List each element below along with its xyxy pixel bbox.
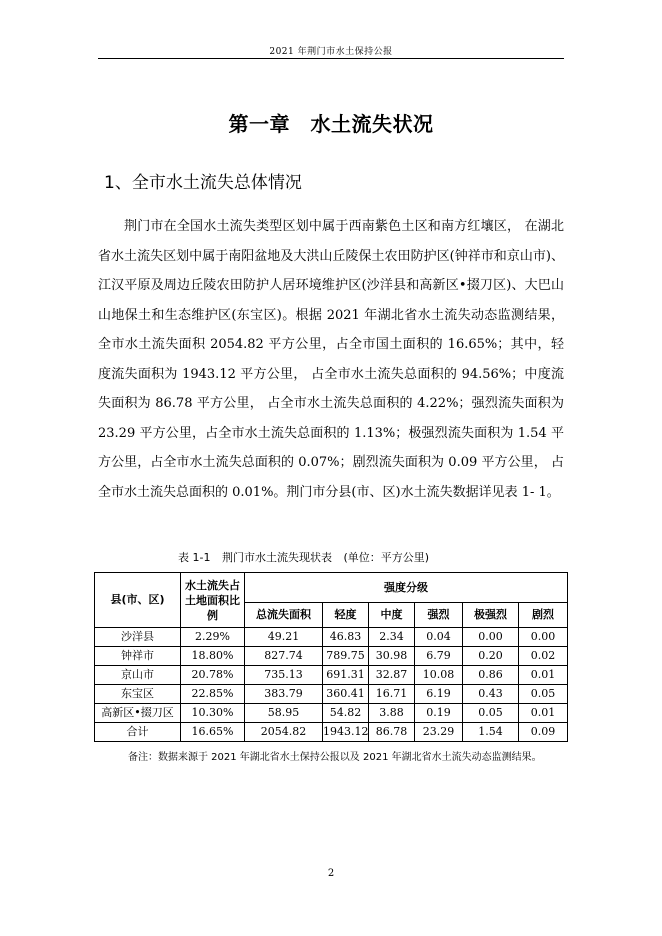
cell-ratio: 20.78% bbox=[181, 666, 245, 685]
cell-intense: 0.19 bbox=[415, 704, 463, 723]
cell-severe: 0.05 bbox=[519, 685, 568, 704]
cell-light: 46.83 bbox=[323, 628, 369, 647]
header-divider bbox=[98, 58, 564, 59]
cell-ratio: 10.30% bbox=[181, 704, 245, 723]
cell-intense: 23.29 bbox=[415, 723, 463, 742]
cell-county: 京山市 bbox=[95, 666, 181, 685]
cell-ratio: 2.29% bbox=[181, 628, 245, 647]
cell-total: 2054.82 bbox=[245, 723, 323, 742]
cell-moderate: 32.87 bbox=[369, 666, 415, 685]
table-caption-number: 表 1-1 bbox=[178, 551, 211, 564]
header-intense: 强烈 bbox=[415, 603, 463, 628]
table-row bbox=[95, 685, 568, 704]
header-severe: 剧烈 bbox=[519, 603, 568, 628]
cell-intense: 6.19 bbox=[415, 685, 463, 704]
body-paragraph: 荆门市在全国水土流失类型区划中属于西南紫色土区和南方红壤区， 在湖北省水土流失区划中属于南阳盆地及大洪山丘陵保土农田防护区(钟祥市和京山市)、江汉平原及周边丘陵农田防护人居环境维护区(沙洋县和高新区•掇刀区)、大巴山山地保土和生态维护区(东宝区)。根据 2021 年湖北省水土流失动态监测结果，全市水土流失面积 2054.82 平方公里，占全市国土面积的 16.65%；其中，轻度流失面积为 1943.12 平方公里， 占全市水土流失总面积的 94.56%；中度流失面积为 86.78 平方公里， 占全市水土流失总面积的 4.22%；强烈流失面积为 23.29 平方公里，占全市水土流失总面积的 1.13%；极强烈流失面积为 1.54 平方公里，占全市水土流失总面积的 0.07%；剧烈流失面积为 0.09 平方公里， 占全市水土流失总面积的 0.01%。荆门市分县(市、区)水土流失数据详见表 1- 1。 bbox=[98, 219, 564, 500]
table-note: 备注：数据来源于 2021 年湖北省水土保持公报以及 2021 年湖北省水土流失动态监测结果。 bbox=[128, 752, 542, 763]
cell-intense: 6.79 bbox=[415, 647, 463, 666]
cell-light: 789.75 bbox=[323, 647, 369, 666]
cell-very-intense: 1.54 bbox=[463, 723, 519, 742]
cell-severe: 0.09 bbox=[519, 723, 568, 742]
cell-county: 高新区•掇刀区 bbox=[95, 704, 181, 723]
cell-intense: 10.08 bbox=[415, 666, 463, 685]
cell-county: 合计 bbox=[95, 723, 181, 742]
cell-total: 827.74 bbox=[245, 647, 323, 666]
section-title: 1、全市水土流失总体情况 bbox=[104, 173, 302, 193]
table-caption-unit: (单位：平方公里) bbox=[343, 551, 430, 564]
cell-moderate: 30.98 bbox=[369, 647, 415, 666]
table-row bbox=[95, 666, 568, 685]
cell-ratio: 22.85% bbox=[181, 685, 245, 704]
cell-total: 735.13 bbox=[245, 666, 323, 685]
cell-county: 钟祥市 bbox=[95, 647, 181, 666]
cell-light: 691.31 bbox=[323, 666, 369, 685]
header-light: 轻度 bbox=[323, 603, 369, 628]
cell-ratio: 16.65% bbox=[181, 723, 245, 742]
header-moderate: 中度 bbox=[369, 603, 415, 628]
cell-very-intense: 0.43 bbox=[463, 685, 519, 704]
table-row bbox=[95, 704, 568, 723]
cell-ratio: 18.80% bbox=[181, 647, 245, 666]
cell-moderate: 16.71 bbox=[369, 685, 415, 704]
cell-very-intense: 0.00 bbox=[463, 628, 519, 647]
cell-light: 54.82 bbox=[323, 704, 369, 723]
cell-very-intense: 0.05 bbox=[463, 704, 519, 723]
table-row-total bbox=[95, 723, 568, 742]
header-ratio bbox=[181, 573, 245, 628]
cell-total: 58.95 bbox=[245, 704, 323, 723]
cell-severe: 0.01 bbox=[519, 666, 568, 685]
cell-moderate: 2.34 bbox=[369, 628, 415, 647]
page-header: 2021 年荆门市水土保持公报 bbox=[269, 47, 393, 57]
header-very-intense: 极强烈 bbox=[463, 603, 519, 628]
cell-severe: 0.01 bbox=[519, 704, 568, 723]
table-row bbox=[95, 647, 568, 666]
table-caption-title: 荆门市水土流失现状表 bbox=[221, 551, 332, 564]
cell-severe: 0.00 bbox=[519, 628, 568, 647]
cell-moderate: 3.88 bbox=[369, 704, 415, 723]
header-county: 县(市、区) bbox=[95, 573, 181, 628]
table-row bbox=[95, 628, 568, 647]
cell-county: 东宝区 bbox=[95, 685, 181, 704]
cell-moderate: 86.78 bbox=[369, 723, 415, 742]
cell-total: 49.21 bbox=[245, 628, 323, 647]
cell-light: 1943.12 bbox=[323, 723, 369, 742]
cell-total: 383.79 bbox=[245, 685, 323, 704]
cell-very-intense: 0.20 bbox=[463, 647, 519, 666]
soil-erosion-table bbox=[94, 572, 568, 742]
cell-very-intense: 0.86 bbox=[463, 666, 519, 685]
table-caption bbox=[178, 549, 437, 565]
chapter-title: 第一章 水土流失状况 bbox=[228, 112, 434, 136]
header-intensity: 强度分级 bbox=[245, 573, 568, 603]
cell-intense: 0.04 bbox=[415, 628, 463, 647]
header-total: 总流失面积 bbox=[245, 603, 323, 628]
cell-severe: 0.02 bbox=[519, 647, 568, 666]
cell-county: 沙洋县 bbox=[95, 628, 181, 647]
header-ratio-label: 水土流失占土地面积比例 bbox=[185, 578, 240, 622]
page-number: 2 bbox=[327, 868, 335, 879]
cell-light: 360.41 bbox=[323, 685, 369, 704]
